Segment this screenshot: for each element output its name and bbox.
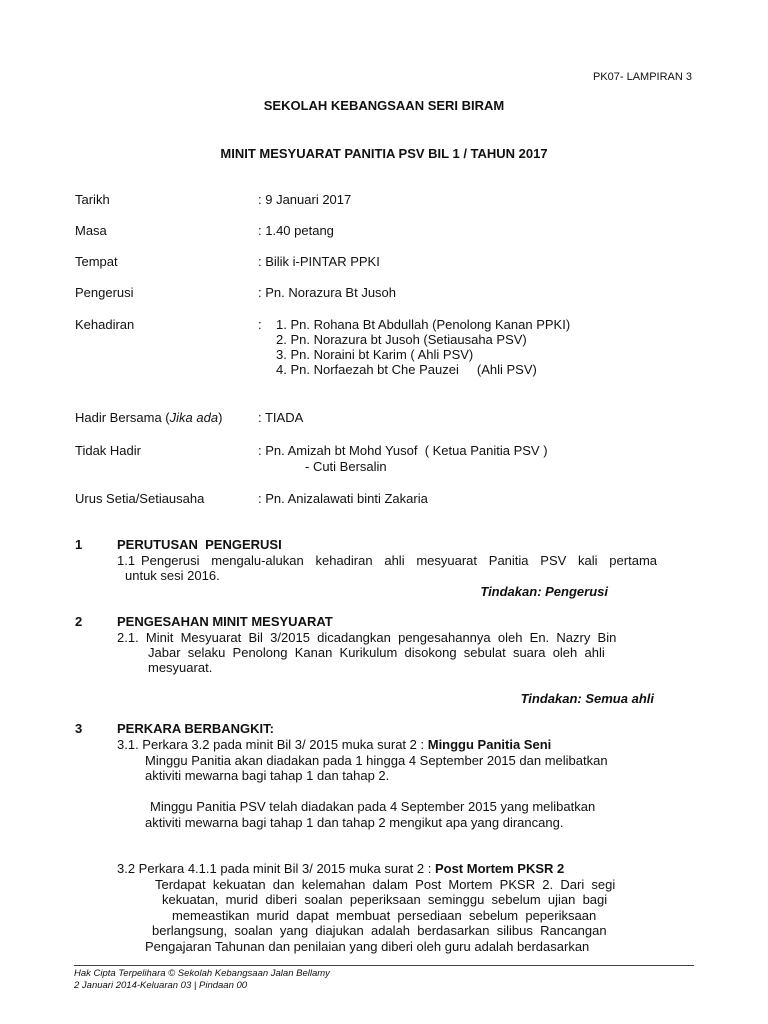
tempat-label: Tempat — [75, 254, 118, 269]
section-1-number: 1 — [75, 537, 83, 552]
tarikh-value: : 9 Januari 2017 — [258, 192, 352, 207]
item-3-2-text-line: Pengajaran Tahunan dan penilaian yang diberi oleh guru adalah berdasarkan — [145, 939, 590, 954]
item-3-2-text-line: berlangsung, soalan yang diajukan adalah berdasarkan silibus Rancangan — [152, 923, 607, 938]
pengerusi-value: : Pn. Norazura Bt Jusoh — [258, 285, 397, 300]
section-2-action: Tindakan: Semua ahli — [520, 691, 654, 706]
pengerusi-label: Pengerusi — [75, 285, 134, 300]
urus-setia-value: : Pn. Anizalawati binti Zakaria — [258, 491, 428, 506]
tarikh-label: Tarikh — [75, 192, 110, 207]
school-name: SEKOLAH KEBANGSAAN SERI BIRAM — [263, 98, 505, 113]
section-1-heading: PERUTUSAN PENGERUSI — [117, 537, 282, 552]
document-reference: PK07- LAMPIRAN 3 — [592, 71, 692, 83]
item-3-1-intro — [117, 737, 551, 753]
masa-value: : 1.40 petang — [258, 223, 334, 238]
item-3-2-text-line: memeastikan murid dapat membuat persediaan sebelum peperiksaan — [172, 908, 597, 923]
hadir-bersama-label-post: ) — [218, 410, 223, 425]
item-3-1-text-line: Minggu Panitia akan diadakan pada 1 hingga 4 September 2015 dan melibatkan — [145, 753, 608, 768]
section-2-heading: PENGESAHAN MINIT MESYUARAT — [117, 614, 333, 629]
hadir-bersama-label-italic: Jika ada — [169, 410, 219, 425]
item-3-1-intro-text: 3.1. Perkara 3.2 pada minit Bil 3/ 2015 muka surat 2 : — [117, 737, 428, 752]
item-3-1-text-line: aktiviti mewarna bagi tahap 1 dan tahap 2 mengikut apa yang dirancang. — [145, 815, 564, 830]
attendee-item: 4. Pn. Norfaezah bt Che Pauzei (Ahli PSV) — [276, 362, 537, 377]
masa-label: Masa — [75, 223, 107, 238]
section-3-number: 3 — [75, 721, 83, 736]
section-1-text-line: untuk sesi 2016. — [125, 568, 220, 583]
tempat-value: : Bilik i-PINTAR PPKI — [258, 254, 380, 269]
item-3-2-intro — [117, 861, 564, 877]
attendee-item: 1. Pn. Rohana Bt Abdullah (Penolong Kanan PPKI) — [276, 317, 571, 332]
kehadiran-label: Kehadiran — [75, 317, 135, 332]
footer-divider — [74, 965, 694, 966]
urus-setia-label: Urus Setia/Setiausaha — [75, 491, 205, 506]
footer-edition: 2 Januari 2014-Keluaran 03 | Pindaan 00 — [74, 980, 248, 991]
attendee-item: 2. Pn. Norazura bt Jusoh (Setiausaha PSV) — [276, 332, 527, 347]
section-3-heading: PERKARA BERBANGKIT: — [117, 721, 274, 736]
section-2-text-line: mesyuarat. — [148, 660, 213, 675]
item-3-2-text-line: Terdapat kekuatan dan kelemahan dalam Post Mortem PKSR 2. Dari segi — [155, 877, 616, 892]
tidak-hadir-label: Tidak Hadir — [75, 443, 141, 458]
item-3-1-text-line: Minggu Panitia PSV telah diadakan pada 4 September 2015 yang melibatkan — [150, 799, 596, 814]
tidak-hadir-reason: - Cuti Bersalin — [305, 459, 387, 474]
item-3-2-intro-text: 3.2 Perkara 4.1.1 pada minit Bil 3/ 2015 muka surat 2 : — [117, 861, 435, 876]
section-2-text-line: 2.1. Minit Mesyuarat Bil 3/2015 dicadangkan pengesahannya oleh En. Nazry Bin — [117, 630, 617, 645]
hadir-bersama-label — [75, 410, 222, 426]
kehadiran-colon: : — [258, 317, 262, 332]
hadir-bersama-value: : TIADA — [258, 410, 304, 425]
item-3-2-topic: Post Mortem PKSR 2 — [434, 861, 565, 876]
footer-copyright: Hak Cipta Terpelihara © Sekolah Kebangsaan Jalan Bellamy — [74, 968, 330, 979]
tidak-hadir-value: : Pn. Amizah bt Mohd Yusof ( Ketua Panitia PSV ) — [258, 443, 548, 458]
item-3-1-topic: Minggu Panitia Seni — [427, 737, 552, 752]
item-3-2-text-line: kekuatan, murid diberi soalan peperiksaan seminggu sebelum ujian bagi — [162, 892, 608, 907]
hadir-bersama-label-pre: Hadir Bersama ( — [75, 410, 170, 425]
item-3-1-text-line: aktiviti mewarna bagi tahap 1 dan tahap 2. — [145, 768, 390, 783]
attendee-item: 3. Pn. Noraini bt Karim ( Ahli PSV) — [276, 347, 474, 362]
section-2-text-line: Jabar selaku Penolong Kanan Kurikulum disokong sebulat suara oleh ahli — [148, 645, 605, 660]
section-1-text-line: 1.1 Pengerusi mengalu-alukan kehadiran ahli mesyuarat Panitia PSV kali pertama — [117, 553, 657, 568]
document-title: MINIT MESYUARAT PANITIA PSV BIL 1 / TAHUN 2017 — [220, 146, 548, 161]
section-2-number: 2 — [75, 614, 83, 629]
section-1-action: Tindakan: Pengerusi — [480, 584, 608, 599]
